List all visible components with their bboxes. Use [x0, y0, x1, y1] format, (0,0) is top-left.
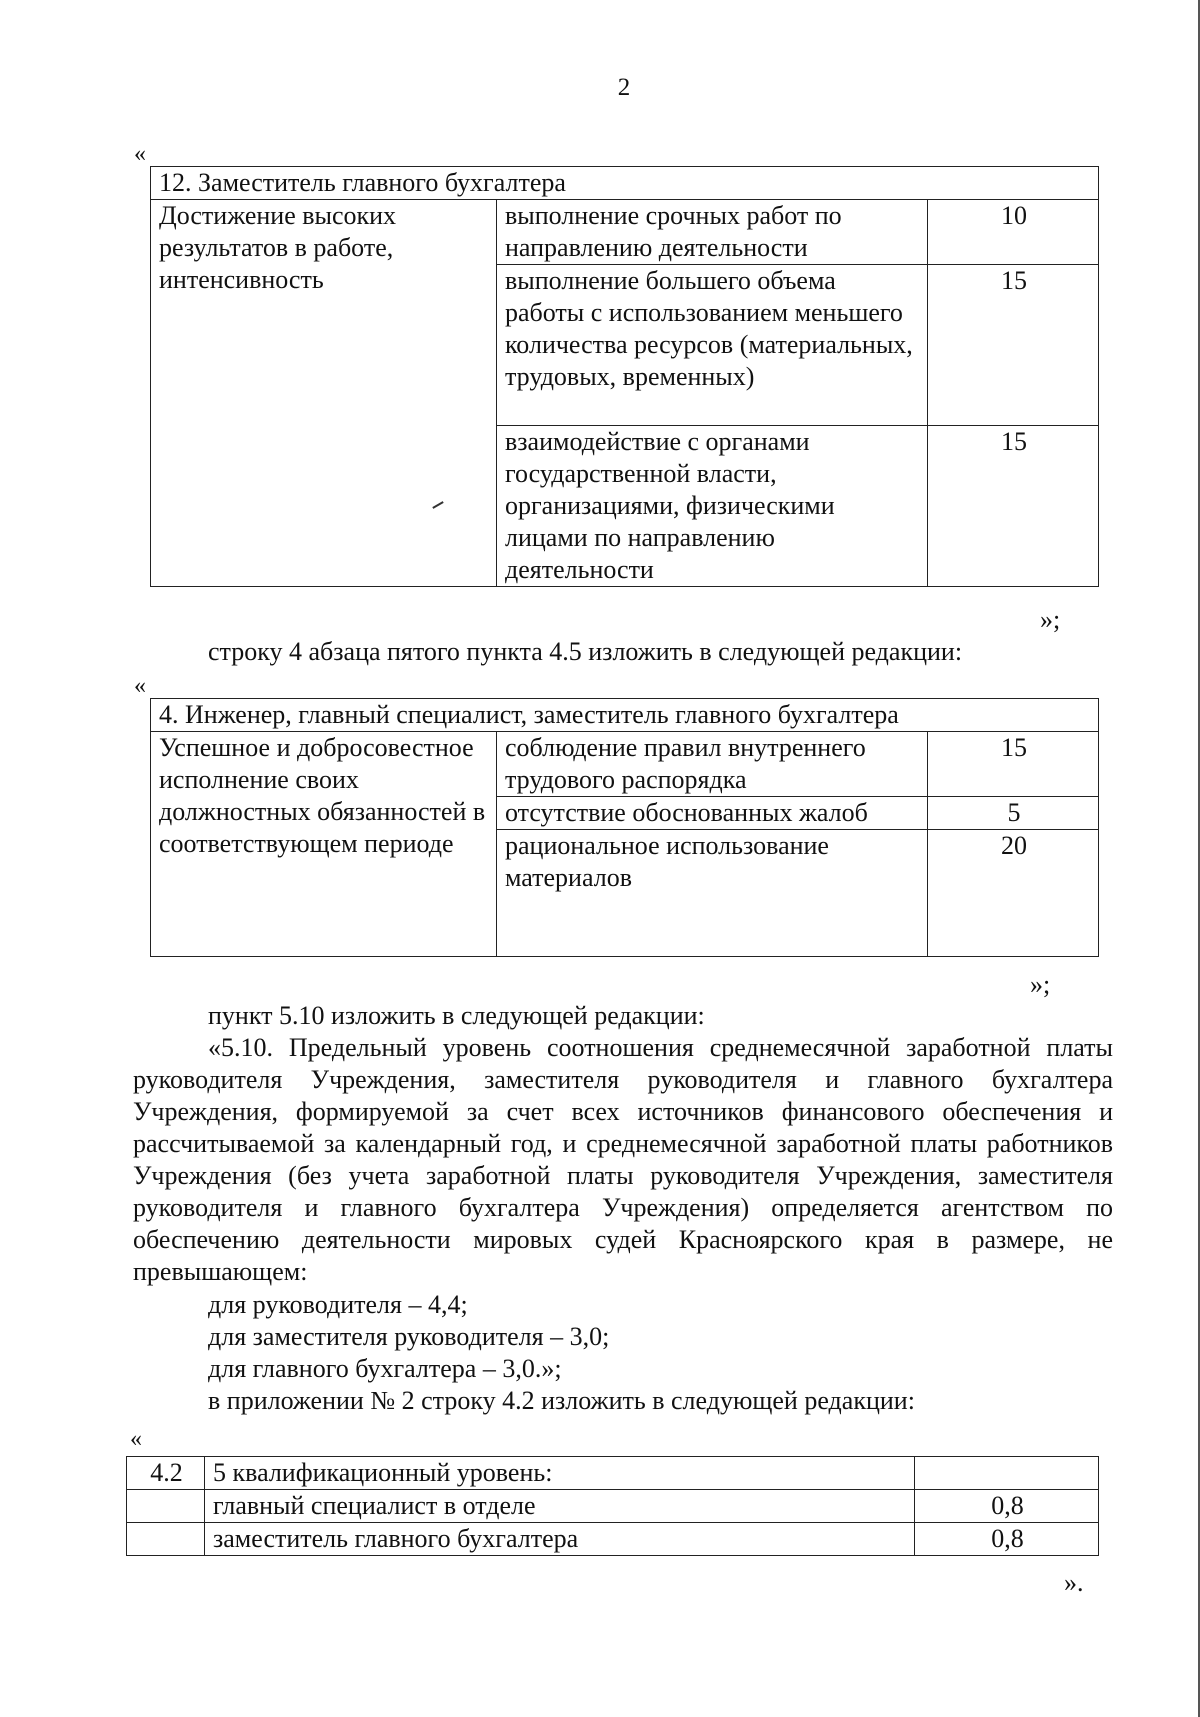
list-item-2: для заместителя руководителя – 3,0; [208, 1322, 610, 1351]
table-2-value-3: 20 [928, 830, 1099, 957]
table-1-condition-1: выполнение срочных работ по направлению деятельности [497, 200, 928, 265]
table-1-value-2: 15 [928, 265, 1099, 426]
table-1 [150, 166, 1099, 587]
table-3-close-quote: ». [1064, 1568, 1084, 1597]
instruction-2: пункт 5.10 изложить в следующей редакции: [208, 1001, 705, 1030]
table-2-close-quote: »; [1030, 970, 1051, 999]
instruction-1: строку 4 абзаца пятого пункта 4.5 изложить в следующей редакции: [208, 637, 963, 666]
table-3-name-2: главный специалист в отделе [205, 1490, 915, 1523]
table-2 [150, 698, 1099, 957]
quote-open-1: « [134, 141, 146, 167]
list-item-3: для главного бухгалтера – 3,0.»; [208, 1354, 562, 1383]
table-1-condition-2: выполнение большего объема работы с использованием меньшего количества ресурсов (материальных, трудовых, временных) [497, 265, 928, 426]
table-2-criterion: Успешное и добросовестное исполнение своих должностных обязанностей в соответствующем периоде [151, 732, 497, 957]
instruction-3: в приложении № 2 строку 4.2 изложить в следующей редакции: [208, 1386, 915, 1415]
quote-open-3: « [130, 1426, 142, 1452]
paragraph-5-10: «5.10. Предельный уровень соотношения среднемесячной заработной платы руководителя Учреждения, заместителя руководителя и главного бухгалтера Учреждения, формируемой за счет всех источников финансового обеспечения и рассчитываемой за календарный год, и среднемесячной заработной платы работников Учреждения (без учета заработной платы руководителя Учреждения, заместителя руководителя и главного бухгалтера Учреждения) определяется агентством по обеспечению деятельности мировых судей Красноярского края в размере, не превышающем: [133, 1033, 1113, 1286]
table-1-close-quote: »; [1040, 605, 1061, 634]
table-2-condition-1: соблюдение правил внутреннего трудового распорядка [497, 732, 928, 797]
table-3-value-3: 0,8 [915, 1523, 1099, 1556]
table-1-header: 12. Заместитель главного бухгалтера [151, 167, 1099, 200]
table-3-value-1 [915, 1457, 1099, 1490]
table-1-value-3: 15 [928, 426, 1099, 587]
table-2-condition-2: отсутствие обоснованных жалоб [497, 797, 928, 830]
table-2-value-1: 15 [928, 732, 1099, 797]
table-1-condition-3: взаимодействие с органами государственной власти, организациями, физическими лицами по направлению деятельности [497, 426, 928, 587]
table-2-condition-3: рациональное использование материалов [497, 830, 928, 957]
page-number: 2 [617, 74, 631, 101]
table-2-header: 4. Инженер, главный специалист, заместитель главного бухгалтера [151, 699, 1099, 732]
table-3-name-3: заместитель главного бухгалтера [205, 1523, 915, 1556]
table-1-criterion: Достижение высоких результатов в работе, интенсивность [151, 200, 497, 587]
table-3-value-2: 0,8 [915, 1490, 1099, 1523]
table-1-value-1: 10 [928, 200, 1099, 265]
table-3-num-3 [127, 1523, 205, 1556]
table-2-value-2: 5 [928, 797, 1099, 830]
table-3 [126, 1456, 1099, 1556]
list-item-1: для руководителя – 4,4; [208, 1290, 468, 1319]
table-3-num-1: 4.2 [127, 1457, 205, 1490]
table-3-name-1: 5 квалификационный уровень: [205, 1457, 915, 1490]
table-3-num-2 [127, 1490, 205, 1523]
quote-open-2: « [134, 673, 146, 699]
